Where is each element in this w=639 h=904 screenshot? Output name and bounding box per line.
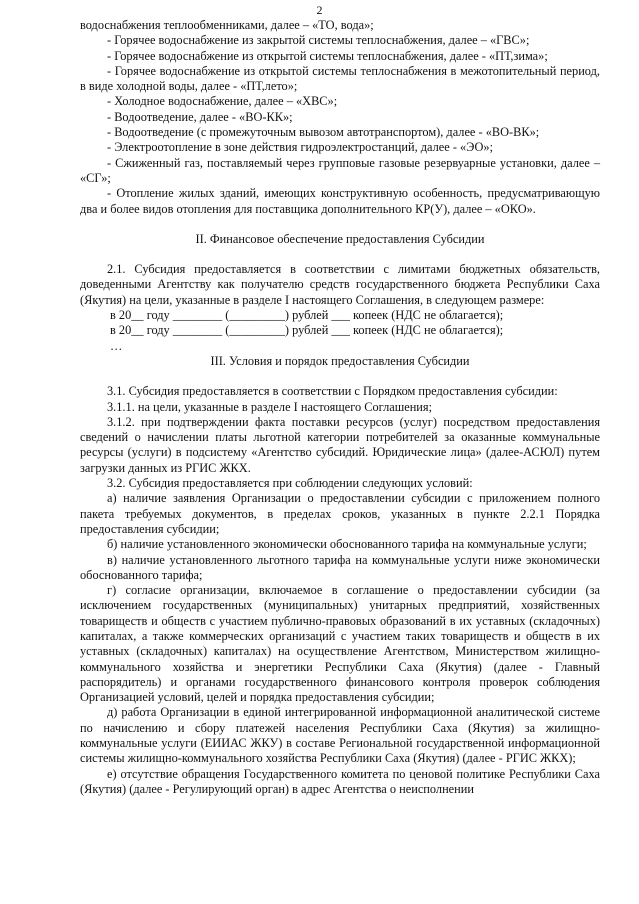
condition-a: а) наличие заявления Организации о предоставлении субсидии с приложением полного пакета требуемых документов, в пределах сроков, указанных в пункте 2.2.1 Порядка предоставления субсидии;	[80, 491, 600, 536]
ellipsis: …	[110, 338, 123, 353]
condition-g: г) согласие организации, включаемое в соглашение о предоставлении субсидии (за исключением государственных (муниципальных) унитарных предприятий, хозяйственных товариществ и обществ с участием публично-правовых образований в их уставных (складочных) капиталах, а также коммерческих организаций с участием таких товариществ и обществ в их уставных (складочных) капиталах) на осуществление Агентством, Министерством жилищно-коммунального хозяйства и энергетики Республики Саха (Якутия) (далее - Главный распорядитель) и органами государственного финансового контроля проверок соблюдения Организацией условий, целей и порядка предоставления субсидии;	[80, 583, 600, 705]
clause-3-2: 3.2. Субсидия предоставляется при соблюдении следующих условий:	[107, 476, 473, 491]
amount-line-1: в 20__ году ________ (_________) рублей ___ копеек (НДС не облагается);	[110, 308, 504, 323]
clause-3-1-1: 3.1.1. на цели, указанные в разделе I настоящего Соглашения;	[107, 399, 433, 414]
list-item-eo: - Электроотопление в зоне действия гидроэлектростанций, далее - «ЭО»;	[107, 140, 494, 155]
list-item-vo-vk: - Водоотведение (с промежуточным вывозом автотранспортом), далее - «ВО-ВК»;	[107, 125, 540, 140]
amount-line-2: в 20__ году ________ (_________) рублей ___ копеек (НДС не облагается);	[110, 323, 504, 338]
list-item-hvs: - Холодное водоснабжение, далее – «ХВС»;	[107, 94, 338, 109]
condition-e: е) отсутствие обращения Государственного комитета по ценовой политике Республики Саха (Якутия) (далее - Регулирующий орган) в адрес Агентства о неисполнении	[80, 766, 600, 796]
intro-line: водоснабжения теплообменниками, далее – «ТО, вода»;	[80, 18, 374, 32]
list-item-pt-leto: - Горячее водоснабжение из открытой системы теплоснабжения в межотопительный период, в виде холодной воды, далее - «ПТ,лето»;	[80, 63, 600, 94]
section-3-heading: III. Условия и порядок предоставления Субсидии	[210, 353, 470, 368]
condition-d: д) работа Организации в единой интегрированной информационной аналитической системе по начислению и сбору платежей населения Республики Саха (Якутия) за жилищно-коммунальные услуги (ЕИИАС ЖКУ) в составе Региональной государственной информационной системы жилищно-коммунального хозяйства Республики Саха (Якутия) (далее - РГИС ЖКХ);	[80, 705, 600, 766]
list-item-oko: - Отопление жилых зданий, имеющих конструктивную особенность, предусматривающую два и более видов отопления для поставщика дополнительного КР(У), далее – «ОКО».	[80, 186, 600, 216]
list-item-gvs: - Горячее водоснабжение из закрытой системы теплоснабжения, далее – «ГВС»;	[107, 33, 530, 48]
condition-b: б) наличие установленного экономически обоснованного тарифа на коммунальные услуги;	[107, 537, 587, 552]
clause-2-1: 2.1. Субсидия предоставляется в соответствии с лимитами бюджетных обязательств, доведенными Агентству как получателю средств государственного бюджета Республики Саха (Якутия) на цели, указанные в разделе I настоящего Соглашения, в следующем размере:	[80, 262, 600, 307]
section-2-heading: II. Финансовое обеспечение предоставления Субсидии	[195, 231, 485, 246]
list-item-pt-zima: - Горячее водоснабжение из открытой системы теплоснабжения, далее - «ПТ,зима»;	[107, 48, 548, 63]
document-body	[80, 18, 600, 797]
clause-3-1-2: 3.1.2. при подтверждении факта поставки ресурсов (услуг) посредством предоставления сведений о начислении платы льготной категории потребителей за оказанные коммунальные ресурсы (услуги) в подсистему «Агентство субсидий. Юридические лица» (далее-АСЮЛ) путем загрузки данных из РГИС ЖКХ.	[80, 414, 600, 475]
list-item-vo-kk: - Водоотведение, далее - «ВО-КК»;	[107, 109, 293, 124]
condition-v: в) наличие установленного льготного тарифа на коммунальные услуги ниже экономически обоснованного тарифа;	[80, 552, 600, 582]
list-item-sg: - Сжиженный газ, поставляемый через групповые газовые резервуарные установки, далее – «СГ»;	[80, 155, 600, 185]
page-number: 2	[316, 3, 323, 17]
clause-3-1: 3.1. Субсидия предоставляется в соответствии с Порядком предоставления субсидии:	[107, 384, 558, 399]
